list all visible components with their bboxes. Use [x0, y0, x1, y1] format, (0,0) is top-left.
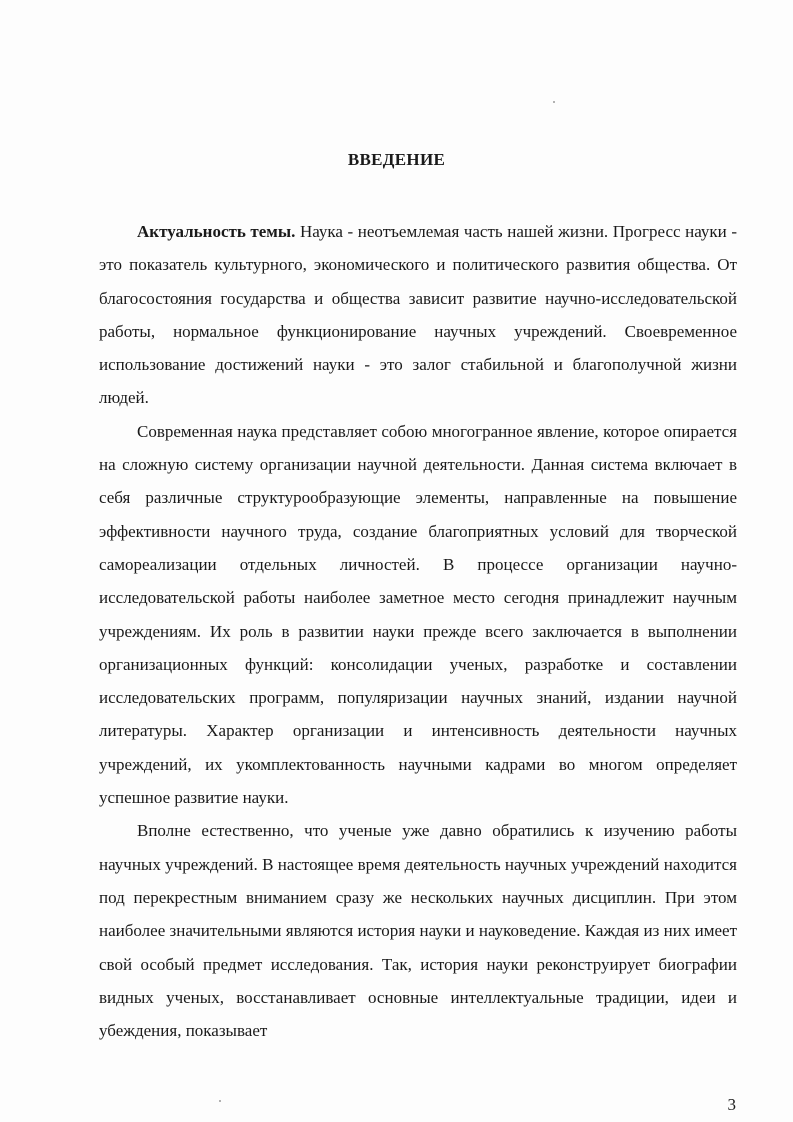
page-number: 3 — [727, 1095, 736, 1114]
paragraph-modern-science: Современная наука представляет собою многогранное явление, которое опирается на сложную систему организации научной деятельности. Данная система включает в себя различные структурообразующие элементы, направленные на повышение эффективности научного труда, создание благоприятных условий для творческой самореализации отдельных личностей. В процессе организации научно-исследовательской работы наиболее заметное место сегодня принадлежит научным учреждениям. Их роль в развитии науки прежде всего заключается в выполнении организационных функций: консолидации ученых, разработке и составлении исследовательских программ, популяризации научных знаний, издании научной литературы. Характер организации и интенсивность деятельности научных учреждений, их укомплектованность научными кадрами во многом определяет успешное развитие науки. — [99, 421, 737, 808]
scan-speck — [553, 101, 555, 103]
paragraph-relevance — [99, 215, 737, 415]
paragraph-text: Наука - неотъемлемая часть нашей жизни. Прогресс науки - это показатель культурного, экономического и политического развития общества. От благосостояния государства и общества зависит развитие научно-исследовательской работы, нормальное функционирование научных учреждений. Своевременное использование достижений науки - это залог стабильной и благополучной жизни людей. — [99, 222, 737, 408]
page-title: ВВЕДЕНИЕ — [347, 150, 446, 169]
paragraph-lead: Актуальность темы. — [137, 222, 296, 241]
scan-speck — [219, 1100, 221, 1102]
paragraph-scientists: Вполне естественно, что ученые уже давно обратились к изучению работы научных учреждений. В настоящее время деятельность научных учреждений находится под перекрестным вниманием сразу же нескольких научных дисциплин. При этом наиболее значительными являются история науки и науковедение. Каждая из них имеет свой особый предмет исследования. Так, история науки реконструирует биографии видных ученых, восстанавливает основные интеллектуальные традиции, идеи и убеждения, показывает — [99, 821, 737, 1041]
body-text — [99, 215, 737, 1047]
